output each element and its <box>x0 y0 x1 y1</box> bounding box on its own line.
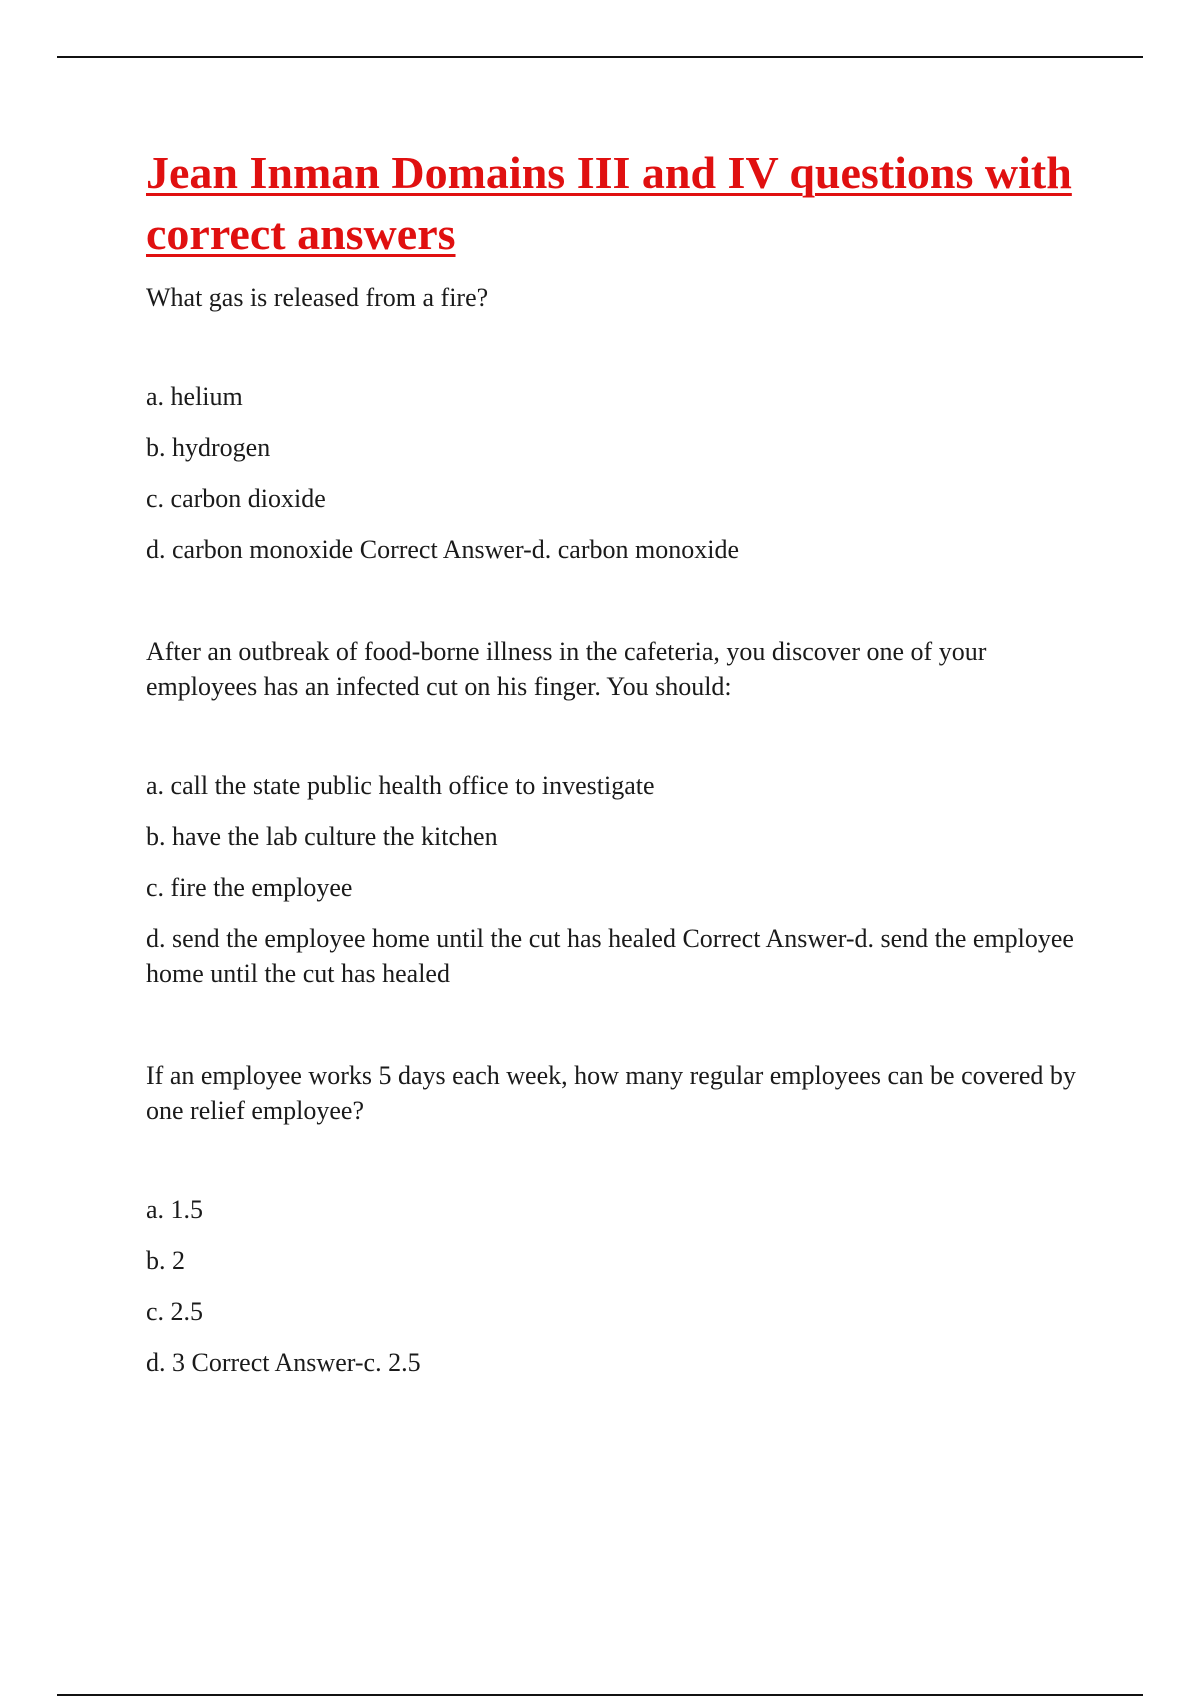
answer-option: d. send the employee home until the cut has healed Correct Answer-d. send the employee home until the cut has healed <box>146 924 1074 988</box>
question-3 <box>146 1058 1086 1380</box>
answer-option: b. 2 <box>146 1246 185 1275</box>
question-text: If an employee works 5 days each week, how many regular employees can be covered by one relief employee? <box>146 1061 1076 1125</box>
answer-option: c. fire the employee <box>146 873 353 902</box>
question-text: After an outbreak of food-borne illness in the cafeteria, you discover one of your employees has an infected cut on his finger. You should: <box>146 637 987 701</box>
answer-option: b. have the lab culture the kitchen <box>146 822 498 851</box>
document-body <box>146 142 1086 1380</box>
question-2 <box>146 634 1086 991</box>
bottom-rule <box>57 1694 1143 1696</box>
document-title[interactable]: Jean Inman Domains III and IV questions with correct answers <box>146 147 1072 259</box>
top-rule <box>57 56 1143 58</box>
answer-options <box>146 1192 1086 1380</box>
answer-option: a. helium <box>146 382 243 411</box>
question-spacer <box>146 567 1086 634</box>
answer-option: d. 3 Correct Answer-c. 2.5 <box>146 1348 421 1377</box>
question-spacer <box>146 991 1086 1058</box>
answer-option: a. 1.5 <box>146 1195 204 1224</box>
answer-option: d. carbon monoxide Correct Answer-d. carbon monoxide <box>146 535 739 564</box>
answer-option: c. 2.5 <box>146 1297 204 1326</box>
answer-options <box>146 768 1086 991</box>
answer-option: c. carbon dioxide <box>146 484 326 513</box>
question-text: What gas is released from a fire? <box>146 283 489 312</box>
answer-options <box>146 379 1086 567</box>
question-1 <box>146 280 1086 567</box>
answer-option: b. hydrogen <box>146 433 271 462</box>
answer-option: a. call the state public health office to investigate <box>146 771 655 800</box>
